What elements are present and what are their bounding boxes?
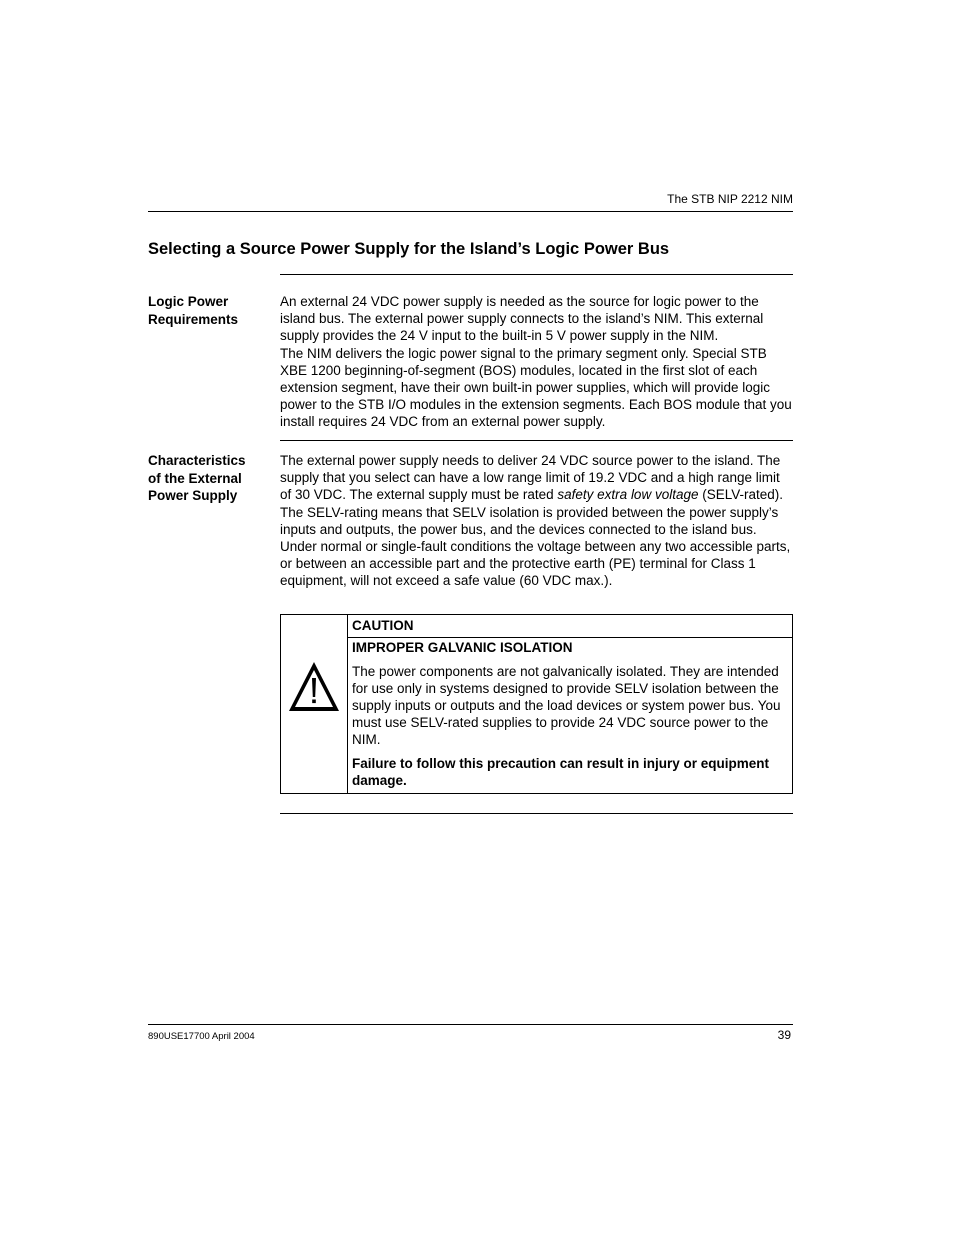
side-head-line: Characteristics bbox=[148, 453, 246, 468]
caution-signal-row bbox=[348, 615, 792, 638]
section-rule bbox=[280, 440, 793, 441]
side-head-line: Logic Power bbox=[148, 294, 229, 309]
paragraph: An external 24 VDC power supply is needed as the source for logic power to the island bus. The external power supply connects to the island’s NIM. This external supply provides the 24 V input to the built-in 5 V power supply in the NIM. bbox=[280, 294, 764, 344]
side-head-line: Power Supply bbox=[148, 488, 238, 503]
emphasis-selv: safety extra low voltage bbox=[557, 487, 699, 503]
paragraph: Under normal or single-fault conditions the voltage between any two accessible parts, or between an accessible part and the protective earth (PE) terminal for Class 1 equipment, will not exceed a safe value (60 VDC max.). bbox=[280, 539, 791, 589]
side-head-line: of the External bbox=[148, 470, 242, 486]
side-head-logic-power bbox=[148, 293, 273, 328]
running-header: The STB NIP 2212 NIM bbox=[667, 192, 793, 206]
logic-power-body bbox=[280, 293, 793, 431]
page-number: 39 bbox=[777, 1028, 791, 1042]
warning-triangle-icon bbox=[286, 659, 342, 715]
title-rule bbox=[280, 274, 793, 275]
footer-rule bbox=[148, 1024, 793, 1025]
section-end-rule bbox=[280, 813, 793, 814]
paragraph bbox=[280, 452, 793, 504]
side-head-line: Requirements bbox=[148, 311, 239, 327]
header-rule bbox=[148, 211, 793, 212]
footer-doc-id: 890USE17700 April 2004 bbox=[148, 1031, 255, 1042]
caution-hazard-title: IMPROPER GALVANIC ISOLATION bbox=[352, 640, 573, 655]
caution-consequence: Failure to follow this precaution can result in injury or equipment damage. bbox=[352, 756, 770, 788]
page-title: Selecting a Source Power Supply for the Island’s Logic Power Bus bbox=[148, 240, 670, 258]
caution-icon-cell bbox=[281, 615, 348, 793]
characteristics-body bbox=[280, 452, 793, 590]
paragraph: The NIM delivers the logic power signal to the primary segment only. Special STB XBE 1200 beginning-of-segment (BOS) modules, located in the first slot of each extension segment, have their own built-in power supplies, which will provide logic power to the STB I/O modules in the extension segments. Each BOS module that you install requires 24 VDC from an external power supply. bbox=[280, 345, 792, 430]
side-head-characteristics bbox=[148, 452, 273, 505]
text-run: (SELV-rated). bbox=[698, 487, 784, 503]
text-run: The external power supply needs to deliver 24 VDC source power to the island. The supply that you select can have a low range limit of 19.2 VDC and a high range limit of 30 VDC. The external supply must be rated bbox=[280, 453, 781, 503]
caution-signal-word: CAUTION bbox=[352, 618, 414, 633]
caution-description: The power components are not galvanically isolated. They are intended for use only in systems designed to provide SELV isolation between the supply inputs or outputs and the load devices or system power bus. You must use SELV-rated supplies to provide 24 VDC source power to the NIM. bbox=[352, 664, 781, 747]
paragraph: The SELV-rating means that SELV isolation is provided between the power supply’s inputs and outputs, the power bus, and the devices connected to the island bus. bbox=[280, 504, 779, 537]
caution-content bbox=[352, 639, 788, 789]
caution-box bbox=[280, 614, 793, 794]
